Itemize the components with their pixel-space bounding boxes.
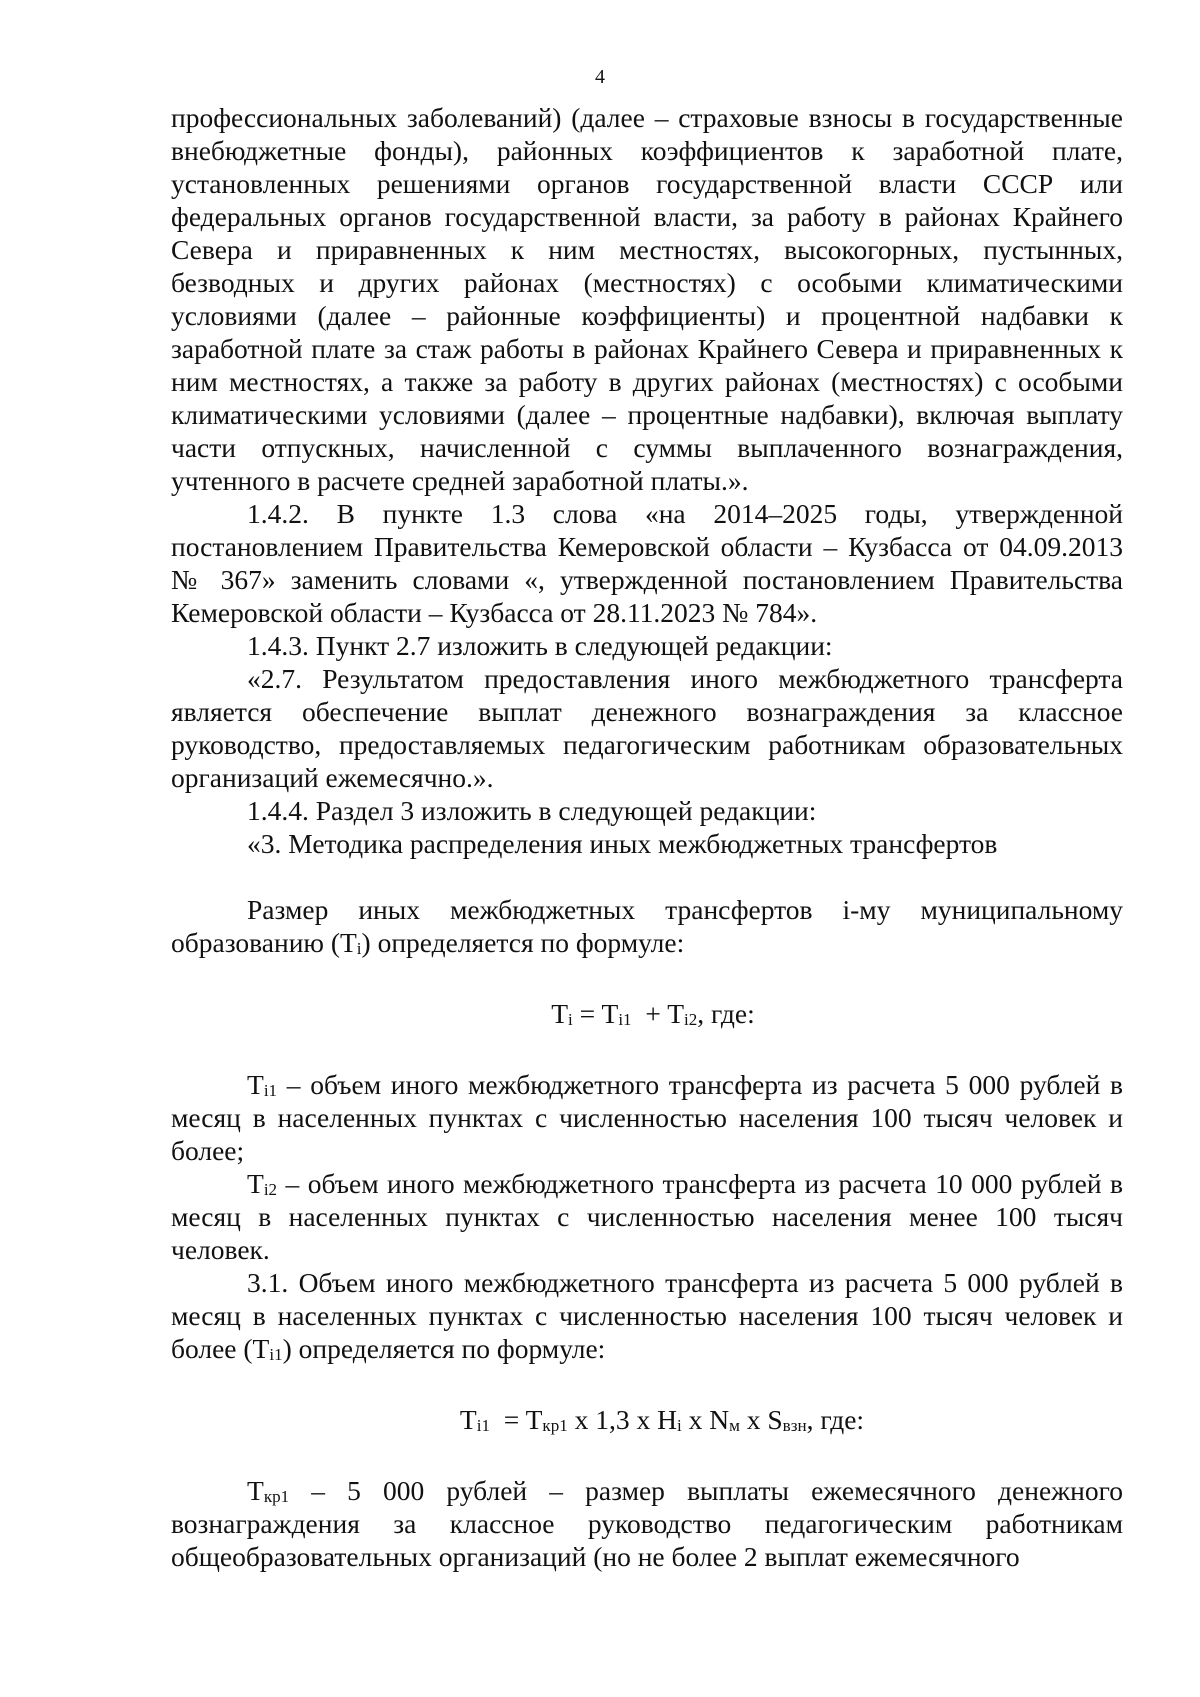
document-body [171,101,1123,1573]
section-3-heading: «3. Методика распределения иных межбюджетных трансфертов [247,828,998,859]
definition-ti1: $T_{i1}$ – объем иного межбюджетного трансферта из расчета 5 000 рублей в месяц в населенных пунктах с численностью населения 100 тысяч человек и более; [171,1069,1123,1166]
paragraph-1-4-2: 1.4.2. В пункте 1.3 слова «на 2014–2025 годы, утвержденной постановлением Правительства Кемеровской области – Кузбасса от 04.09.2013 № 367» заменить словами «, утвержденной постановлением Правительства Кемеровской области – Кузбасса от 28.11.2023 № 784». [171,498,1123,628]
formula-ti1: $T_{i1} = T_{кр1}$ х 1,3 х $Н_i$ х $N_м$ х $S_{взн}$, где: [459,1404,865,1435]
paragraph-2-7: «2.7. Результатом предоставления иного межбюджетного трансферта является обеспечение выплат денежного вознаграждения за классное руководство, предоставляемых педагогическим работникам образовательных организаций ежемесячно.». [171,663,1123,793]
paragraph-transfer-size: Размер иных межбюджетных трансфертов i-му муниципальному образованию $(T_i)$ определяется по формуле: [171,894,1123,958]
paragraph-1-4-4: 1.4.4. Раздел 3 изложить в следующей редакции: [247,795,817,826]
paragraph-1-4-3: 1.4.3. Пункт 2.7 изложить в следующей редакции: [247,630,833,661]
definition-ti2: $T_{i2}$ – объем иного межбюджетного трансферта из расчета 10 000 рублей в месяц в населенных пунктах с численностью населения менее 100 тысяч человек. [171,1168,1123,1265]
paragraph-3-1: 3.1. Объем иного межбюджетного трансферта из расчета 5 000 рублей в месяц в населенных пунктах с численностью населения 100 тысяч человек и более $(T_{i1})$ определяется по формуле: [171,1267,1123,1364]
definition-tkr1: $T_{кр1} - 5$ 000 рублей – размер выплаты ежемесячного денежного вознаграждения за классное руководство педагогическим работникам общеобразовательных организаций (но не более 2 выплат ежемесячного [171,1475,1123,1572]
page-number: 4 [595,66,605,88]
paragraph-continuation: профессиональных заболеваний) (далее – страховые взносы в государственные внебюджетные фонды), районных коэффициентов к заработной плате, установленных решениями органов государственной власти СССР или федеральных органов государственной власти, за работу в районах Крайнего Севера и приравненных к ним местностях, высокогорных, пустынных, безводных и других районах (местностях) с особыми климатическими условиями (далее – районные коэффициенты) и процентной надбавки к заработной плате за стаж работы в районах Крайнего Севера и приравненных к ним местностях, а также за работу в других районах (местностях) с особыми климатическими условиями (далее – процентные надбавки), включая выплату части отпускных, начисленной с суммы выплаченного вознаграждения, учтенного в расчете средней заработной платы.». [171,102,1123,496]
formula-ti: $T_i = T_{i1} + T_{i2}$, где: [551,998,755,1029]
